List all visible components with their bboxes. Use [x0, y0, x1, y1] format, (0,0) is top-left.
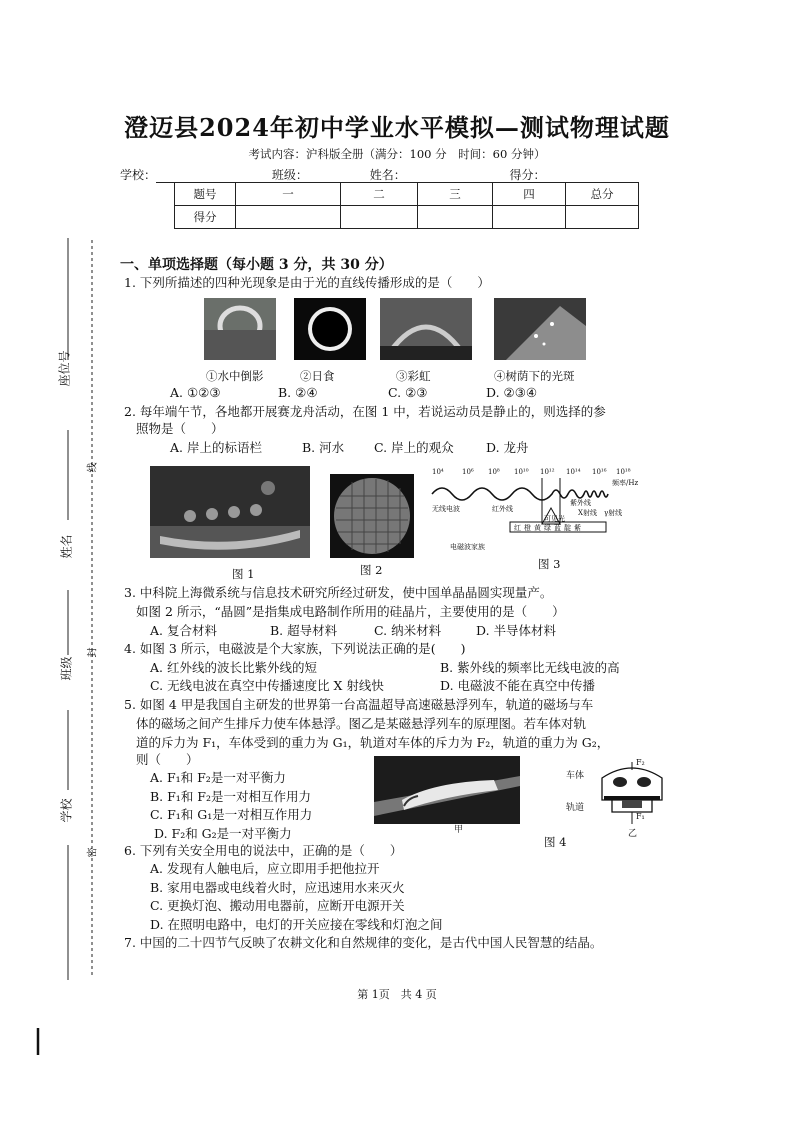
section-heading: 一、单项选择题（每小题 3 分，共 30 分） — [120, 257, 393, 273]
q4-option-d[interactable]: D. 电磁波不能在真空中传播 — [440, 678, 596, 693]
em-xray-label: X射线 — [578, 509, 597, 517]
score-table — [174, 182, 639, 229]
score-table-header-row — [175, 183, 639, 206]
figure-4-maglev-photo — [374, 756, 520, 824]
q1-caption-2: ②日食 — [300, 369, 335, 383]
q3-option-d[interactable]: D. 半导体材料 — [476, 623, 557, 638]
em-tick-5: 10¹² — [540, 468, 555, 476]
score-row-label: 得分 — [175, 206, 236, 229]
q2-stem-line2: 照物是（ ） — [136, 421, 224, 436]
em-tick-4: 10¹⁰ — [514, 468, 529, 476]
em-freq-label: 频率/Hz — [612, 479, 639, 487]
q5-option-a[interactable]: A. F₁和 F₂是一对平衡力 — [150, 770, 286, 785]
score-table-row — [175, 206, 639, 229]
score-header-cell: 四 — [493, 183, 566, 206]
q3-stem-line2: 如图 2 所示，“晶圆”是指集成电路制作所用的硅晶片，主要使用的是（ ） — [136, 604, 565, 619]
q1-option-b[interactable]: B. ②④ — [278, 385, 318, 400]
q6-option-c[interactable]: C. 更换灯泡、搬动用电器前，应断开电源开关 — [150, 898, 405, 913]
q5-option-b[interactable]: B. F₁和 F₂是一对相互作用力 — [150, 789, 311, 804]
q2-option-a[interactable]: A. 岸上的标语栏 — [170, 440, 262, 455]
score-header-cell: 总分 — [566, 183, 639, 206]
figure-4-yi-caption: 乙 — [628, 829, 638, 839]
q4-stem: 4. 如图 3 所示，电磁波是个大家族，下列说法正确的是( ) — [124, 641, 466, 656]
q2-option-b[interactable]: B. 河水 — [302, 440, 345, 455]
maglev-car-label: 车体 — [566, 771, 585, 781]
em-ir-label: 红外线 — [492, 505, 513, 513]
q5-stem-line3: 道的斥力为 F₁，车体受到的重力为 G₁，轨道对车体的斥力为 F₂，轨道的重力为 G₂， — [136, 735, 610, 750]
q6-stem: 6. 下列有关安全用电的说法中，正确的是（ ） — [124, 843, 403, 858]
margin-school-label: 学校 — [59, 798, 74, 823]
em-tick-6: 10¹⁴ — [566, 468, 581, 476]
q5-stem-line4: 则（ ） — [136, 752, 199, 767]
score-label: 得分： — [509, 168, 546, 182]
score-header-cell: 题号 — [175, 183, 236, 206]
score-cell[interactable] — [566, 206, 639, 229]
score-header-cell: 一 — [236, 183, 341, 206]
q3-stem-line1: 3. 中科院上海微系统与信息技术研究所经过研发，使中国单晶晶圆实现量产。 — [124, 585, 553, 600]
q6-option-a[interactable]: A. 发现有人触电后，应立即用手把他拉开 — [150, 861, 380, 876]
em-tick-2: 10⁶ — [462, 468, 474, 476]
q4-option-a[interactable]: A. 红外线的波长比紫外线的短 — [150, 660, 317, 675]
name-label: 姓名： — [369, 168, 406, 182]
margin-seat-label: 座位号 — [57, 350, 72, 387]
em-radio-label: 无线电波 — [432, 505, 460, 513]
q1-stem: 1. 下列所描述的四种光现象是由于光的直线传播形成的是（ ） — [124, 275, 490, 290]
figure-2-wafer — [330, 474, 414, 558]
em-gamma-label: γ射线 — [604, 509, 623, 517]
score-cell[interactable] — [341, 206, 418, 229]
em-tick-3: 10⁸ — [488, 468, 500, 476]
class-label: 班级： — [271, 168, 308, 182]
q1-option-c[interactable]: C. ②③ — [388, 385, 428, 400]
page-title: 澄迈县2024年初中学业水平模拟—测试物理试题 — [124, 113, 670, 142]
figure-3-caption: 图 3 — [538, 557, 561, 571]
q1-caption-4: ④树荫下的光斑 — [494, 369, 575, 383]
q3-option-b[interactable]: B. 超导材料 — [270, 623, 338, 638]
em-uv-label: 紫外线 — [570, 499, 591, 507]
q5-stem-line1: 5. 如图 4 甲是我国自主研发的世界第一台高温超导高速磁悬浮列车，轨道的磁场与车 — [124, 697, 594, 712]
q6-option-b[interactable]: B. 家用电器或电线着火时，应迅速用水来灭火 — [150, 880, 405, 895]
margin-seal-mark: 封 — [87, 647, 99, 658]
subtitle: 考试内容：沪科版全册（满分：100 分 时间：60 分钟） — [248, 147, 546, 161]
figure-4-maglev-diagram — [594, 760, 670, 826]
school-label: 学校： — [120, 168, 157, 182]
em-family-label: 电磁波家族 — [450, 543, 485, 551]
em-visible-label: 可见光 — [544, 515, 565, 523]
q1-option-d[interactable]: D. ②③④ — [486, 385, 538, 400]
margin-name-label: 姓名 — [59, 534, 74, 559]
figure-4-caption: 图 4 — [544, 835, 567, 849]
figure-4-jia-caption: 甲 — [454, 825, 464, 835]
q3-option-a[interactable]: A. 复合材料 — [150, 623, 217, 638]
student-info-row — [120, 166, 612, 183]
figure-2-caption: 图 2 — [360, 563, 383, 577]
q2-stem-line1: 2. 每年端午节，各地都开展赛龙舟活动，在图 1 中，若说运动员是静止的，则选择的参 — [124, 404, 606, 419]
page-footer: 第 1页 共 4 页 — [357, 988, 437, 1001]
figure-1-dragon-boat — [150, 466, 310, 558]
q4-option-b[interactable]: B. 紫外线的频率比无线电波的高 — [440, 660, 620, 675]
q5-stem-line2: 体的磁场之间产生排斥力使车体悬浮。图乙是某磁悬浮列车的原理图。若车体对轨 — [136, 716, 587, 731]
em-tick-1: 10⁴ — [432, 468, 444, 476]
score-cell[interactable] — [418, 206, 493, 229]
q5-option-c[interactable]: C. F₁和 G₁是一对相互作用力 — [150, 807, 313, 822]
score-cell[interactable] — [236, 206, 341, 229]
maglev-f1-label: F₁ — [636, 812, 645, 821]
margin-class-label: 班级 — [59, 656, 74, 681]
q2-option-d[interactable]: D. 龙舟 — [486, 440, 529, 455]
q1-option-a[interactable]: A. ①②③ — [170, 385, 221, 400]
q7-stem: 7. 中国的二十四节气反映了农耕文化和自然规律的变化，是古代中国人民智慧的结晶。 — [124, 935, 603, 950]
em-colors-label: 红橙黄绿蓝靛紫 — [514, 524, 584, 532]
margin-dense-mark: 密 — [87, 847, 99, 858]
q3-option-c[interactable]: C. 纳米材料 — [374, 623, 442, 638]
maglev-track-label: 轨道 — [566, 803, 585, 813]
q4-option-c[interactable]: C. 无线电波在真空中传播速度比 X 射线快 — [150, 678, 384, 693]
em-tick-7: 10¹⁶ — [592, 468, 607, 476]
score-cell[interactable] — [493, 206, 566, 229]
score-header-cell: 二 — [341, 183, 418, 206]
q6-option-d[interactable]: D. 在照明电路中，电灯的开关应接在零线和灯泡之间 — [150, 917, 443, 932]
q1-photos — [200, 296, 590, 368]
maglev-f2-label: F₂ — [636, 758, 645, 767]
binding-margin — [0, 0, 120, 1122]
score-header-cell: 三 — [418, 183, 493, 206]
figure-1-caption: 图 1 — [232, 567, 255, 581]
q2-option-c[interactable]: C. 岸上的观众 — [374, 440, 454, 455]
q5-option-d[interactable]: D. F₂和 G₂是一对平衡力 — [154, 826, 292, 841]
margin-line-mark: 线 — [87, 462, 99, 473]
q1-caption-1: ①水中倒影 — [206, 369, 264, 383]
q1-caption-3: ③彩虹 — [396, 369, 431, 383]
em-tick-8: 10¹⁸ — [616, 468, 631, 476]
